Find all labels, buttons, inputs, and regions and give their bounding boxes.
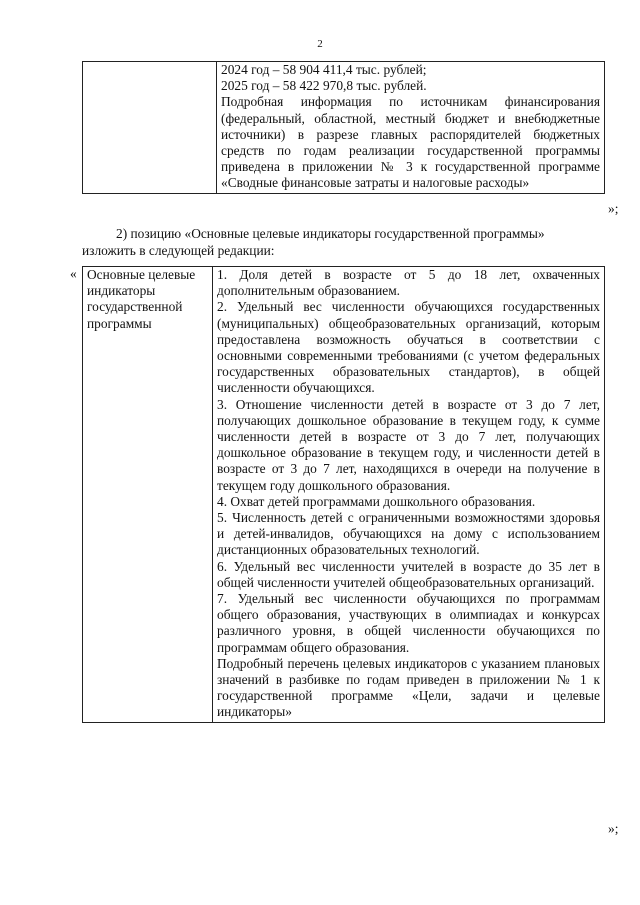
quote-close-2: »; <box>608 821 619 836</box>
amendment-paragraph <box>82 226 612 259</box>
page-number: 2 <box>317 38 323 50</box>
financing-line-2025: 2025 год – 58 422 970,8 тыс. рублей. <box>221 78 427 94</box>
indicator-4: 4. Охват детей программами дошкольного образования. <box>217 493 536 509</box>
indicator-3: 3. Отношение численности детей в возрасте от 3 до 7 лет, получающих дошкольное образование в текущем году, к сумме численности детей в возрасте от 3 до 7 лет, получающих дошкольное образование в текущем году, и численности детей в возрасте от 3 до 7 лет, находящихся в очереди на получение в текущем году дошкольного образования. <box>217 396 600 493</box>
quote-open-2: « <box>70 266 77 281</box>
indicators-details: Подробный перечень целевых индикаторов с указанием плановых значений в разбивке по годам приведен в приложении № 1 к государственной программе «Цели, задачи и целевые индикаторы» <box>217 655 600 720</box>
financing-line-2024: 2024 год – 58 904 411,4 тыс. рублей; <box>221 62 427 77</box>
financing-details: Подробная информация по источникам финансирования (федеральный, областной, местный бюджет и внебюджетные источники) в разрезе главных распорядителей бюджетных средств по годам реализации государственной программы приведена в приложении № 3 к государственной программе «Сводные финансовые затраты и налоговые расходы» <box>221 94 600 191</box>
financing-text-cell <box>217 62 605 194</box>
indicator-7: 7. Удельный вес численности обучающихся по программам общего образования, участвующих в олимпиадах и конкурсах различного уровня, в общей численности обучающихся по программам общего образования. <box>217 591 600 655</box>
indicator-5: 5. Численность детей с ограниченными возможностями здоровья и детей-инвалидов, обучающихся на дому с использованием дистанционных образовательных технологий. <box>217 510 600 558</box>
financing-table <box>82 61 605 194</box>
indicators-table <box>82 266 605 723</box>
quote-close-1: »; <box>608 201 619 216</box>
financing-label-cell <box>83 62 217 194</box>
amendment-line-1: 2) позицию «Основные целевые индикаторы государственной программы» <box>116 226 545 241</box>
indicator-1: 1. Доля детей в возрасте от 5 до 18 лет, охваченных дополнительным образованием. <box>217 267 600 299</box>
indicators-text-cell <box>213 267 605 723</box>
indicator-2: 2. Удельный вес численности обучающихся государственных (муниципальных) общеобразовательных организаций, которым предоставлена возможность обучаться в соответствии с основными современными требованиями (с учетом федеральных государственных образовательных стандартов), в общей численности обучающихся. <box>217 299 600 396</box>
indicator-6: 6. Удельный вес численности учителей в возрасте до 35 лет в общей численности учителей общеобразовательных организаций. <box>217 558 600 590</box>
amendment-line-2: изложить в следующей редакции: <box>82 242 275 258</box>
indicators-label-cell: Основные целевые индикаторы государственной программы <box>83 267 213 723</box>
